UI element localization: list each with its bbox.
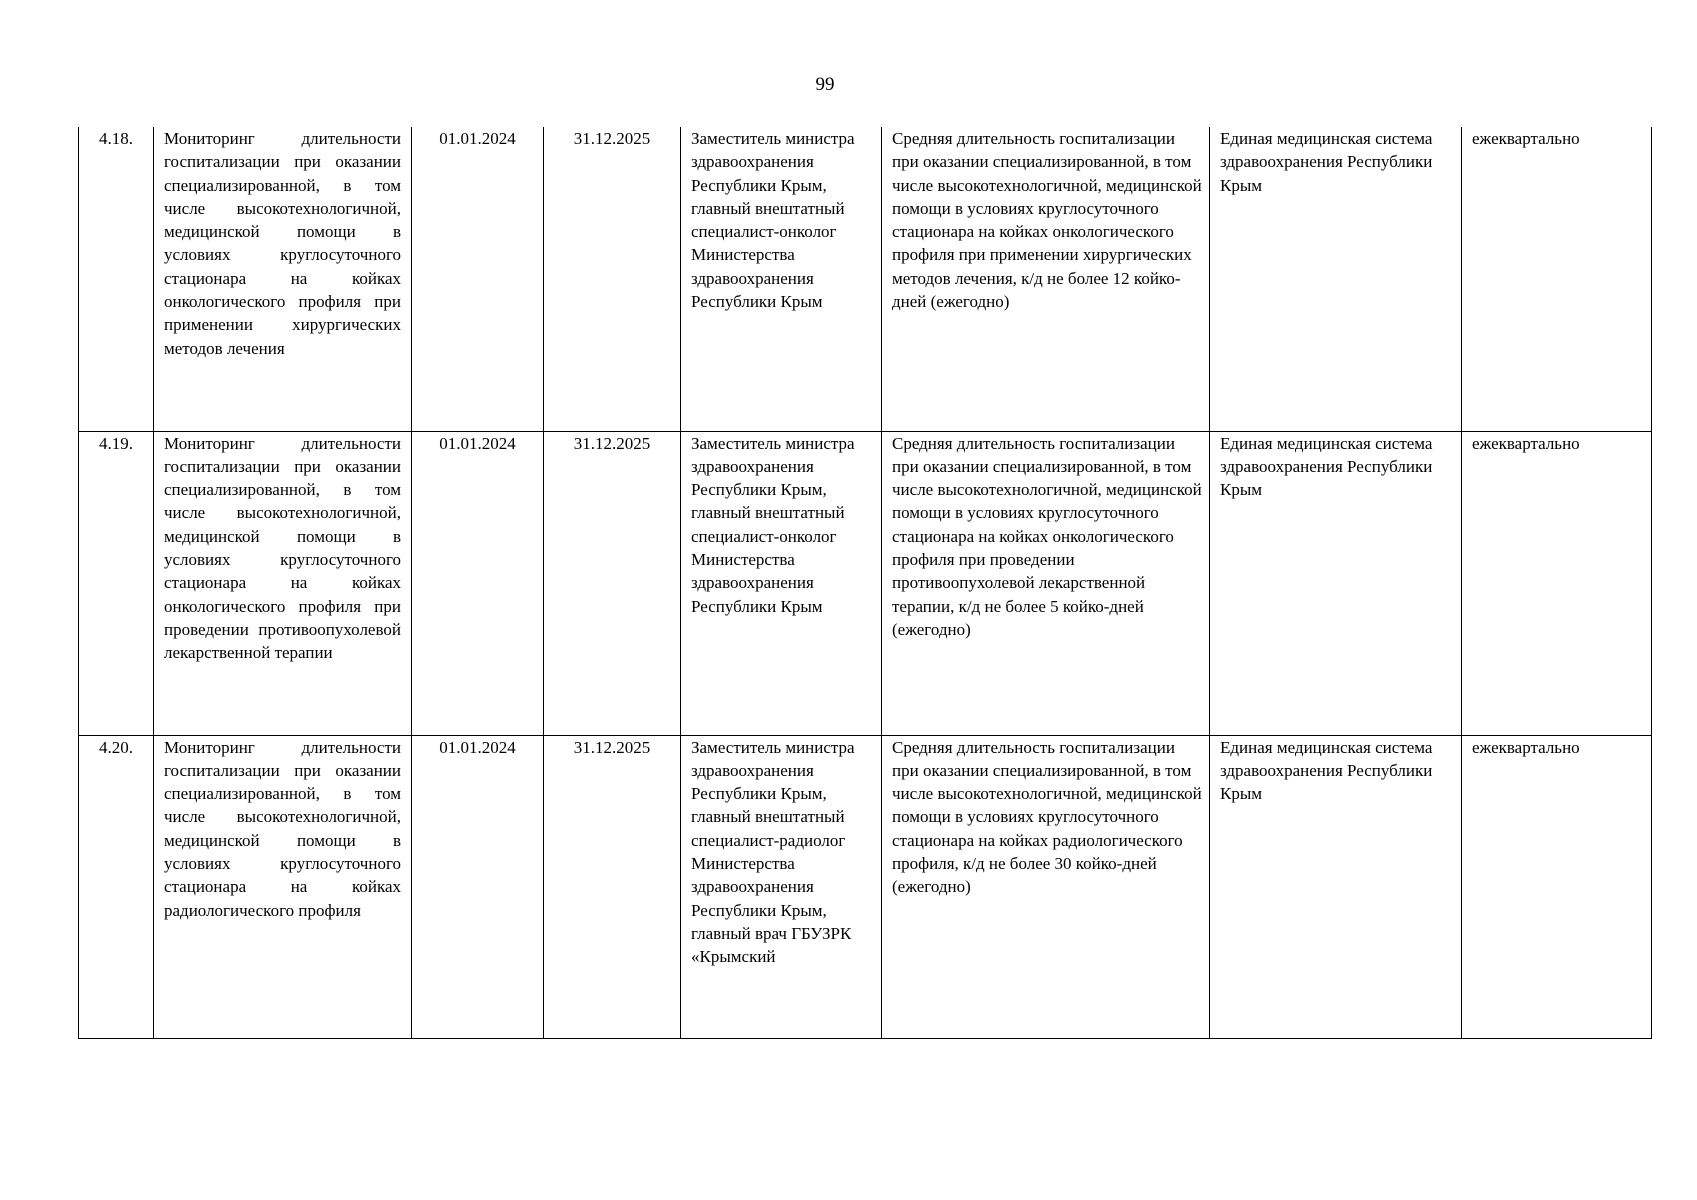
system-cell: Единая медицинская система здравоохранения Республики Крым bbox=[1210, 431, 1462, 735]
event-cell: Мониторинг длительности госпитализации при оказании специализированной, в том числе высокотехнологичной, медицинской помощи в условиях круглосуточного стационара на койках онкологического профиля при проведении противоопухолевой лекарственной терапии bbox=[154, 431, 412, 735]
table-row bbox=[79, 431, 1652, 735]
page-number: 99 bbox=[815, 74, 835, 95]
responsible-cell: Заместитель министра здравоохранения Республики Крым, главный внештатный специалист-радиолог Министерства здравоохранения Республики Крым, главный врач ГБУЗРК «Крымский bbox=[681, 735, 882, 1038]
event-cell: Мониторинг длительности госпитализации при оказании специализированной, в том числе высокотехнологичной, медицинской помощи в условиях круглосуточного стационара на койках онкологического профиля при применении хирургических методов лечения bbox=[154, 127, 412, 431]
period-cell: ежеквартально bbox=[1462, 431, 1652, 735]
indicator-cell: Средняя длительность госпитализации при оказании специализированной, в том числе высокотехнологичной, медицинской помощи в условиях круглосуточного стационара на койках онкологического профиля при применении хирургических методов лечения, к/д не более 12 койко-дней (ежегодно) bbox=[882, 127, 1210, 431]
plan-table bbox=[78, 127, 1652, 1039]
responsible-cell: Заместитель министра здравоохранения Республики Крым, главный внештатный специалист-онколог Министерства здравоохранения Республики Крым bbox=[681, 431, 882, 735]
end-date-cell: 31.12.2025 bbox=[544, 431, 681, 735]
indicator-cell: Средняя длительность госпитализации при оказании специализированной, в том числе высокотехнологичной, медицинской помощи в условиях круглосуточного стационара на койках радиологического профиля, к/д не более 30 койко-дней (ежегодно) bbox=[882, 735, 1210, 1038]
period-cell: ежеквартально bbox=[1462, 127, 1652, 431]
table-row bbox=[79, 127, 1652, 431]
row-number-cell: 4.19. bbox=[79, 431, 154, 735]
system-cell: Единая медицинская система здравоохранения Республики Крым bbox=[1210, 735, 1462, 1038]
event-cell: Мониторинг длительности госпитализации при оказании специализированной, в том числе высокотехнологичной, медицинской помощи в условиях круглосуточного стационара на койках радиологического профиля bbox=[154, 735, 412, 1038]
start-date-cell: 01.01.2024 bbox=[412, 431, 544, 735]
indicator-cell: Средняя длительность госпитализации при оказании специализированной, в том числе высокотехнологичной, медицинской помощи в условиях круглосуточного стационара на койках онкологического профиля при проведении противоопухолевой лекарственной терапии, к/д не более 5 койко-дней (ежегодно) bbox=[882, 431, 1210, 735]
table-row bbox=[79, 735, 1652, 1038]
start-date-cell: 01.01.2024 bbox=[412, 735, 544, 1038]
period-cell: ежеквартально bbox=[1462, 735, 1652, 1038]
row-number-cell: 4.18. bbox=[79, 127, 154, 431]
responsible-cell: Заместитель министра здравоохранения Республики Крым, главный внештатный специалист-онколог Министерства здравоохранения Республики Крым bbox=[681, 127, 882, 431]
row-number-cell: 4.20. bbox=[79, 735, 154, 1038]
start-date-cell: 01.01.2024 bbox=[412, 127, 544, 431]
system-cell: Единая медицинская система здравоохранения Республики Крым bbox=[1210, 127, 1462, 431]
end-date-cell: 31.12.2025 bbox=[544, 127, 681, 431]
end-date-cell: 31.12.2025 bbox=[544, 735, 681, 1038]
